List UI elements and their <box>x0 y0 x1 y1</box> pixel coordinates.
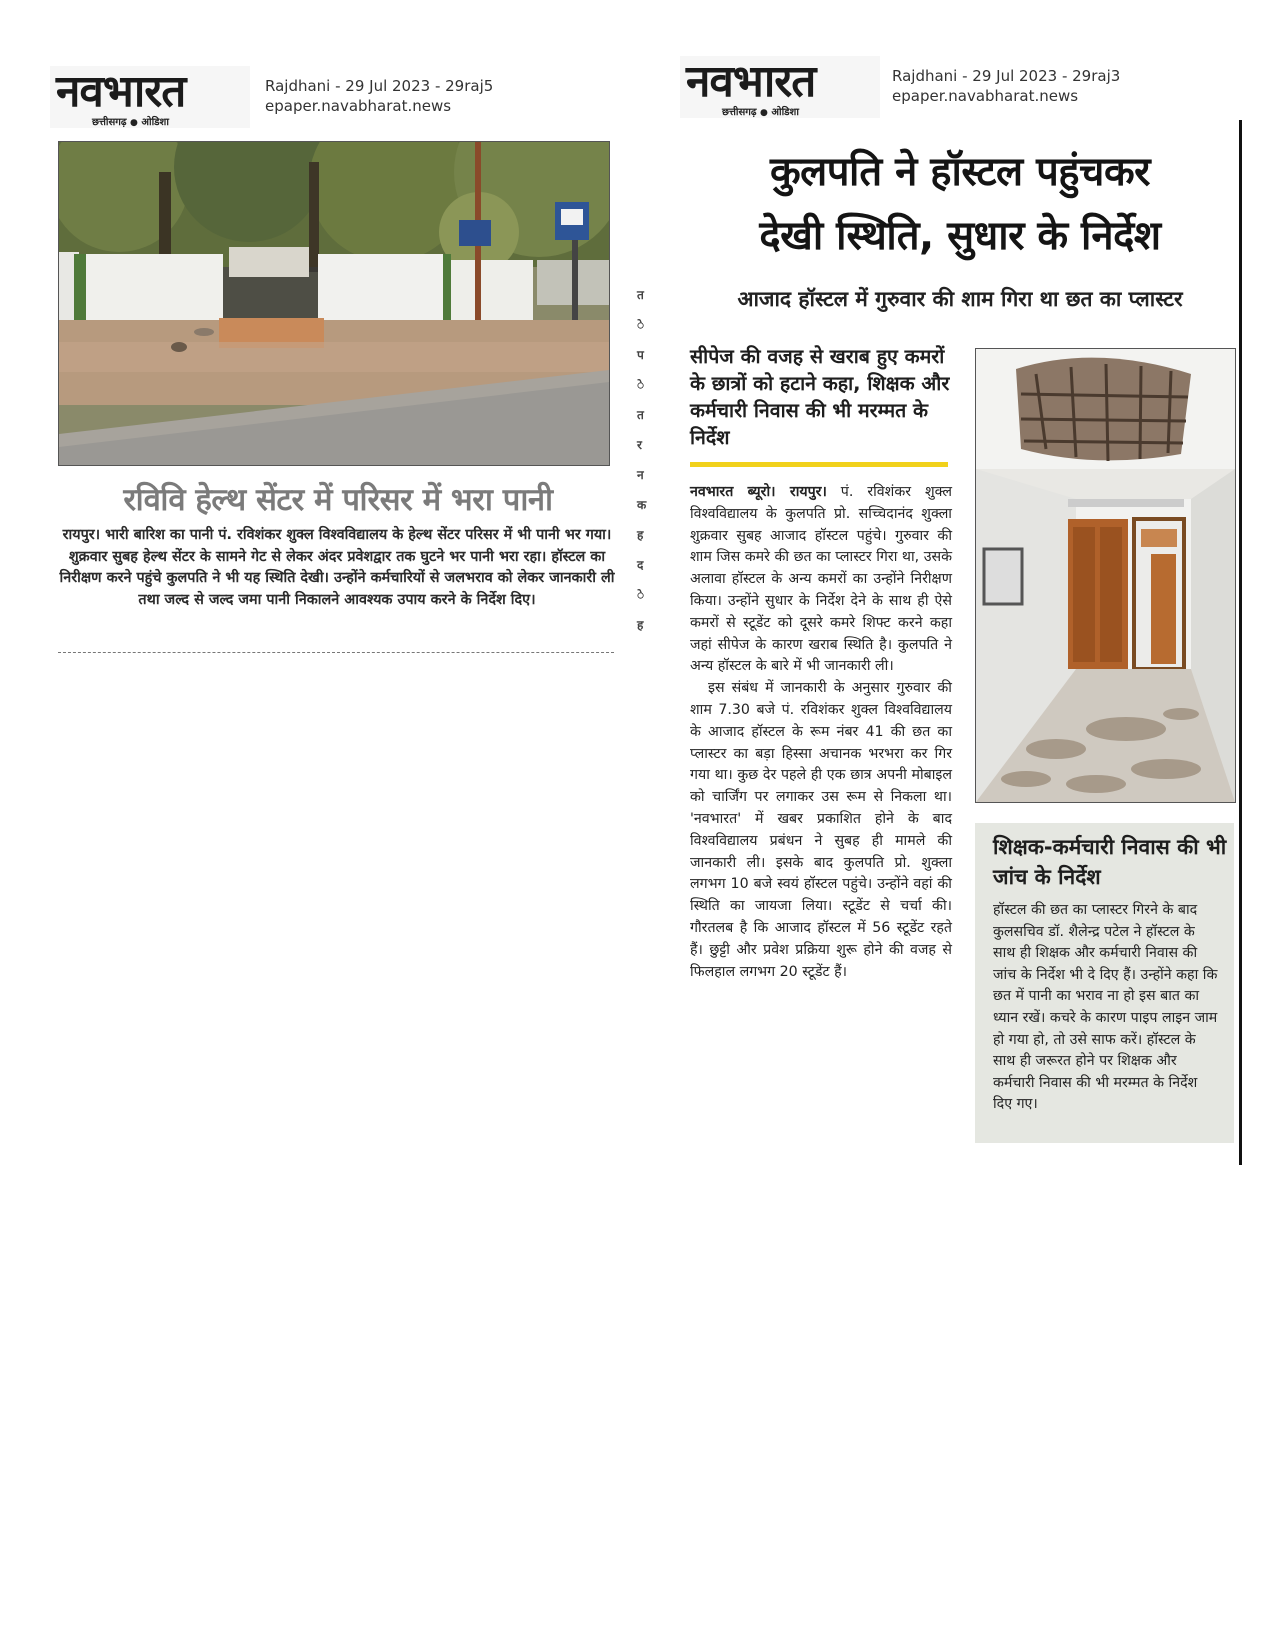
paragraph <box>690 482 952 678</box>
bullet-icon: ● <box>130 118 138 128</box>
adjacent-column-fragment <box>637 280 647 640</box>
edition-date: Rajdhani - 29 Jul 2023 - 29raj3 <box>892 67 1121 85</box>
region-right: ओडिशा <box>771 107 799 118</box>
masthead-right <box>680 56 880 118</box>
masthead-left <box>50 66 250 128</box>
right-article-body <box>690 482 952 983</box>
fragment-glyph: े <box>637 378 645 392</box>
fragment-glyph: ह <box>637 618 644 632</box>
collapsed-ceiling-photo <box>975 348 1236 803</box>
flooded-campus-image <box>59 142 609 465</box>
fragment-glyph: त <box>637 288 644 302</box>
sidebar-heading: शिक्षक-कर्मचारी निवास की भी जांच के निर्देश <box>993 835 1227 889</box>
flooded-campus-photo <box>58 141 610 466</box>
deck-summary: सीपेज की वजह से खराब हुए कमरों के छात्रों को हटाने कहा, शिक्षक और कर्मचारी निवास की भी मरम्मत के निर्देश <box>690 345 950 449</box>
edition-date: Rajdhani - 29 Jul 2023 - 29raj5 <box>265 77 494 95</box>
epaper-link[interactable]: epaper.navabharat.news <box>265 97 452 115</box>
headline-line-2: देखी स्थिति, सुधार के निर्देश <box>759 213 1161 259</box>
fragment-glyph: प <box>637 348 644 362</box>
fragment-glyph: े <box>637 318 645 332</box>
column-rule <box>1239 120 1242 1165</box>
fragment-glyph: त <box>637 408 644 422</box>
masthead-region <box>92 114 169 128</box>
dashed-divider <box>58 652 614 653</box>
fragment-glyph: र <box>637 438 642 452</box>
region-right: ओडिशा <box>141 117 169 128</box>
newspaper-logo: नवभारत <box>686 56 816 107</box>
right-headline <box>686 140 1234 268</box>
paragraph-text: पं. रविशंकर शुक्ल विश्वविद्यालय के कुलपति प्रो. सच्चिदानंद शुक्ला शुक्रवार सुबह आजाद हॉस्टल पहुंचे। गुरुवार की शाम जिस कमरे की छत का प्लास्टर गिरा था, उसके अलावा हॉस्टल के अन्य कमरों का उन्होंने निरीक्षण किया। उन्होंने सुधार के निर्देश देने के साथ ही ऐसे कमरों से स्टूडेंट को दूसरे कमरे शिफ्ट करने कहा जहां सीपेज के कारण खराब स्थिति है। कुलपति ने अन्य हॉस्टल के बारे में भी जानकारी ली। <box>690 484 952 675</box>
fragment-glyph: न <box>637 468 644 482</box>
masthead-region <box>722 104 799 118</box>
fragment-glyph: क <box>637 498 647 512</box>
region-left: छत्तीसगढ़ <box>722 107 757 118</box>
fragment-glyph: े <box>637 588 645 602</box>
newspaper-logo: नवभारत <box>56 66 186 117</box>
sidebar-text: हॉस्टल की छत का प्लास्टर गिरने के बाद कुलसचिव डॉ. शैलेन्द्र पटेल ने हॉस्टल के साथ ही शिक्षक और कर्मचारी निवास की जांच के निर्देश भी दे दिए हैं। उन्होंने कहा कि छत में पानी का भराव ना हो इस बात का ध्यान रखें। कचरे के कारण पाइप लाइन जाम हो गया हो, तो उसे साफ करें। हॉस्टल के साथ ही जरूरत होने पर शिक्षक और कर्मचारी निवास की भी मरम्मत के निर्देश दिए गए। <box>993 902 1218 1113</box>
dateline: नवभारत ब्यूरो। रायपुर। <box>690 484 827 500</box>
bullet-icon: ● <box>760 108 768 118</box>
paragraph: इस संबंध में जानकारी के अनुसार गुरुवार की शाम 7.30 बजे पं. रविशंकर शुक्ल विश्वविद्यालय के आजाद हॉस्टल के रूम नंबर 41 की छत का प्लास्टर का बड़ा हिस्सा अचानक भरभरा कर गिर गया था। कुछ देर पहले ही एक छात्र अपनी मोबाइल को चार्जिंग पर लगाकर उस रूम से निकला था। 'नवभारत' में खबर प्रकाशित होने के बाद विश्वविद्यालय प्रबंधन ने सुबह ही मामले की जानकारी ली। इसके बाद कुलपति प्रो. शुक्ला लगभग 10 बजे स्वयं हॉस्टल पहुंचे। उन्होंने वहां की स्थिति का जायजा लिया। स्टूडेंट से चर्चा की। गौरतलब है कि आजाद हॉस्टल में 56 स्टूडेंट रहते हैं। छुट्टी और प्रवेश प्रक्रिया शुरू होने की वजह से फिलहाल लगभग 20 स्टूडेंट हैं। <box>690 680 952 980</box>
fragment-glyph: ह <box>637 528 644 542</box>
fragment-glyph: द <box>637 558 644 572</box>
right-subheadline: आजाद हॉस्टल में गुरुवार की शाम गिरा था छत का प्लास्टर <box>737 287 1183 311</box>
region-left: छत्तीसगढ़ <box>92 117 127 128</box>
edition-info-left <box>265 76 493 116</box>
left-article-body: रायपुर। भारी बारिश का पानी पं. रविशंकर शुक्ल विश्वविद्यालय के हेल्थ सेंटर परिसर में भी पानी भर गया। शुक्रवार सुबह हेल्थ सेंटर के सामने गेट से लेकर अंदर प्रवेशद्वार तक घुटने भर पानी भरा रहा। हॉस्टल का निरीक्षण करने पहुंचे कुलपति ने भी यह स्थिति देखी। उन्होंने कर्मचारियों से जलभराव को लेकर जानकारी ली तथा जल्द से जल्द जमा पानी निकालने आवश्यक उपाय करने के निर्देश दिए। <box>59 527 615 608</box>
edition-info-right <box>892 66 1120 106</box>
headline-line-1: कुलपति ने हॉस्टल पहुंचकर <box>769 149 1151 195</box>
left-headline: रविवि हेल्थ सेंटर में परिसर में भरा पानी <box>123 482 553 518</box>
hostel-room-image <box>976 349 1235 802</box>
highlight-rule <box>690 462 948 467</box>
epaper-link[interactable]: epaper.navabharat.news <box>892 87 1079 105</box>
